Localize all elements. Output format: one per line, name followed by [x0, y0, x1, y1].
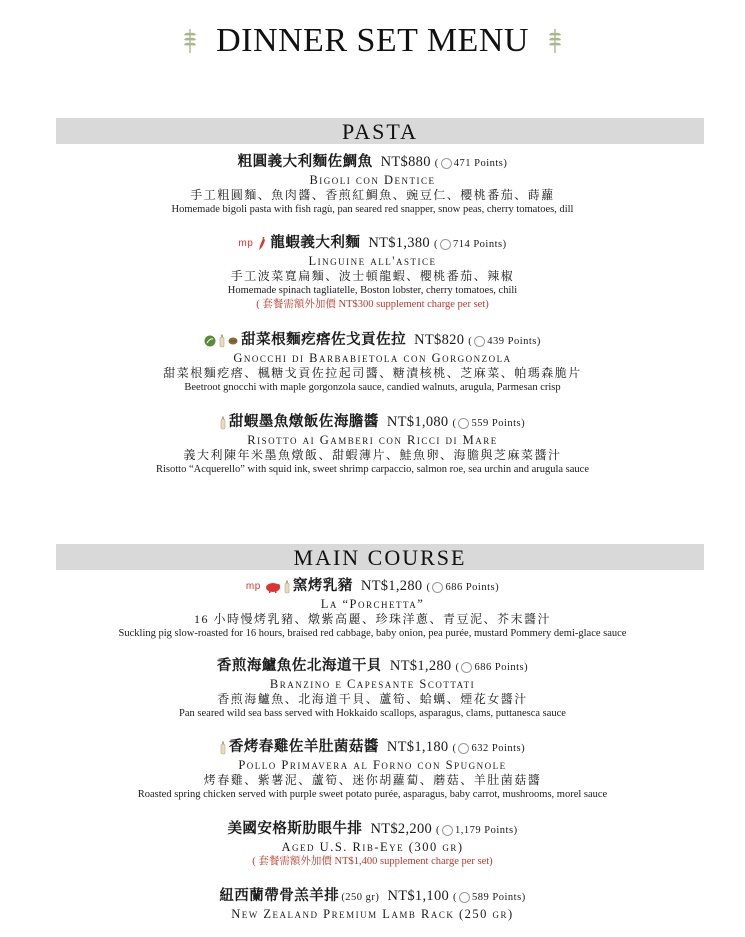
- menu-item: [30, 234, 715, 312]
- item-points: 686 Points: [474, 662, 525, 673]
- leaf-right-icon: [547, 27, 563, 55]
- points-icon: [474, 336, 485, 347]
- menu-item: [30, 820, 715, 869]
- vegetarian-leaf-icon: [204, 335, 216, 347]
- dairy-bottle-icon: [284, 580, 290, 594]
- item-name-en: Gnocchi di Barbabietola con Gorgonzola: [233, 351, 512, 365]
- item-name-zh: 窯烤乳豬: [292, 578, 353, 594]
- points-icon: [441, 158, 452, 169]
- menu-item: [30, 577, 715, 641]
- item-desc-zh: 烤春雞、紫薯泥、蘆筍、迷你胡蘿蔔、蘑菇、羊肚菌菇醬: [203, 773, 542, 787]
- points-icon: [440, 239, 451, 250]
- item-name-en: New Zealand Premium Lamb Rack (250 gr): [231, 907, 514, 921]
- item-heading: 粗圓義大利麵佐鯛魚 NT$880 ( 471 Points): [237, 154, 508, 170]
- supplement-note: ( 套餐需額外加價 NT$1,400 supplement charge per set): [252, 856, 493, 867]
- section-header-main-course: MAIN COURSE: [56, 544, 704, 570]
- item-name-zh: 甜蝦墨魚燉飯佐海膽醬: [228, 414, 379, 430]
- mp-badge: mp: [238, 237, 254, 249]
- dairy-bottle-icon: [219, 334, 225, 348]
- menu-item: [30, 887, 715, 922]
- item-price: NT$1,380: [368, 235, 430, 251]
- item-desc-en: Suckling pig slow-roasted for 16 hours, braised red cabbage, baby onion, pea purée, mustard Pommery demi-glace sauce: [118, 628, 627, 639]
- item-price: NT$2,200: [370, 821, 433, 837]
- points-icon: [432, 582, 443, 593]
- item-heading: 紐西蘭帶骨羔羊排 (250 gr) NT$1,100 ( 589 Points): [219, 888, 526, 904]
- item-name-zh: 粗圓義大利麵佐鯛魚: [237, 154, 373, 170]
- item-heading: mp 龍蝦義大利麵 NT$1,380 ( 714 Points): [238, 235, 507, 251]
- points-icon: [458, 743, 469, 754]
- item-points: 439 Points: [487, 336, 537, 347]
- item-desc-zh: 香煎海鱸魚、北海道干貝、蘆筍、蛤蠣、煙花女醬汁: [217, 692, 528, 706]
- item-desc-zh: 甜菜根麵疙瘩、楓糖戈貢佐拉起司醬、糖漬核桃、芝麻菜、帕瑪森脆片: [163, 366, 582, 380]
- leaf-left-icon: [182, 27, 198, 55]
- menu-item: [30, 738, 715, 802]
- item-points: 1,179 Points: [455, 825, 514, 836]
- nut-icon: [228, 336, 238, 346]
- menu-item: [30, 153, 715, 217]
- section-header-pasta: PASTA: [56, 118, 704, 144]
- menu-item: [30, 657, 715, 721]
- item-price: NT$1,080: [386, 414, 449, 430]
- item-name-en: Branzino e Capesante Scottati: [269, 677, 476, 691]
- item-price: NT$1,100: [387, 888, 450, 904]
- item-name-zh: 龍蝦義大利麵: [270, 235, 361, 251]
- item-desc-zh: 手工波菜寬扁麵、波士頓龍蝦、櫻桃番茄、辣椒: [230, 269, 515, 283]
- item-points: 589 Points: [472, 892, 522, 903]
- item-name-zh: 美國安格斯肋眼牛排: [227, 821, 363, 837]
- page-title: DINNER SET MENU: [216, 22, 529, 59]
- item-weight: (250 gr): [341, 892, 380, 903]
- item-heading: mp 窯烤乳豬 NT$1,280 ( 686 Points): [245, 578, 500, 594]
- item-name-en: Linguine all'astice: [308, 254, 437, 268]
- dairy-bottle-icon: [220, 416, 226, 430]
- points-icon: [459, 892, 470, 903]
- item-price: NT$1,180: [386, 739, 449, 755]
- points-icon: [458, 418, 469, 429]
- item-desc-en: Beetroot gnocchi with maple gorgonzola sauce, candied walnuts, arugula, Parmesan crisp: [184, 382, 561, 393]
- menu-item: [30, 331, 715, 395]
- item-name-zh: 香煎海鱸魚佐北海道干貝: [216, 658, 382, 674]
- item-heading: 甜菜根麵疙瘩佐戈貢佐拉 NT$820 ( 439 Points): [30, 331, 715, 351]
- item-price: NT$880: [380, 154, 431, 170]
- supplement-note: ( 套餐需額外加價 NT$300 supplement charge per set): [256, 299, 489, 310]
- item-name-zh: 香烤春雞佐羊肚菌菇醬: [228, 739, 379, 755]
- item-heading: 香煎海鱸魚佐北海道干貝 NT$1,280 ( 686 Points): [216, 658, 529, 674]
- item-points: 714 Points: [452, 239, 503, 250]
- item-desc-en: Pan seared wild sea bass served with Hokkaido scallops, asparagus, clams, puttanesca sauce: [179, 708, 566, 719]
- points-icon: [461, 662, 472, 673]
- points-icon: [442, 825, 453, 836]
- item-heading: 美國安格斯肋眼牛排 NT$2,200 ( 1,179 Points): [227, 821, 518, 837]
- item-price: NT$1,280: [389, 658, 452, 674]
- item-name-zh: 紐西蘭帶骨羔羊排: [219, 888, 340, 904]
- dairy-bottle-icon: [220, 741, 226, 755]
- item-desc-zh: 義大利陳年米墨魚燉飯、甜蝦薄片、鮭魚卵、海膽與芝麻菜醬汁: [183, 448, 562, 462]
- item-desc-zh: 手工粗圓麵、魚肉醬、香煎紅鯛魚、豌豆仁、櫻桃番茄、蒔蘿: [190, 188, 555, 202]
- item-name-en: La “Porchetta”: [320, 597, 425, 611]
- pork-icon: [265, 581, 281, 593]
- item-name-zh: 甜菜根麵疙瘩佐戈貢佐拉: [241, 332, 407, 348]
- item-price: NT$1,280: [360, 578, 423, 594]
- item-name-en: Pollo Primavera al Forno con Spugnole: [238, 758, 507, 772]
- menu-item: [30, 413, 715, 477]
- item-points: 559 Points: [471, 418, 522, 429]
- item-desc-zh: 16 小時慢烤乳豬、燉紫高麗、珍珠洋蔥、青豆泥、芥末醬汁: [193, 612, 551, 626]
- mp-badge: mp: [245, 580, 261, 592]
- chili-icon: [257, 237, 267, 251]
- menu-header: [0, 22, 745, 60]
- item-desc-en: Homemade spinach tagliatelle, Boston lobster, cherry tomatoes, chili: [227, 285, 518, 296]
- item-name-en: Aged U.S. Rib-Eye (300 gr): [281, 840, 464, 854]
- item-points: 632 Points: [471, 743, 522, 754]
- item-points: 686 Points: [445, 582, 496, 593]
- item-heading: 香烤春雞佐羊肚菌菇醬 NT$1,180 ( 632 Points): [30, 738, 715, 758]
- item-desc-en: Roasted spring chicken served with purple sweet potato purée, asparagus, baby carrot, mushrooms, morel sauce: [137, 789, 608, 800]
- item-heading: 甜蝦墨魚燉飯佐海膽醬 NT$1,080 ( 559 Points): [30, 413, 715, 433]
- item-price: NT$820: [414, 332, 465, 348]
- item-desc-en: Homemade bigoli pasta with fish ragù, pan seared red snapper, snow peas, cherry tomatoes, dill: [171, 204, 574, 215]
- item-name-en: Risotto ai Gamberi con Ricci di Mare: [247, 433, 498, 447]
- item-points: 471 Points: [453, 158, 504, 169]
- item-name-en: Bigoli con Dentice: [309, 173, 436, 187]
- item-desc-en: Risotto “Acquerello” with squid ink, sweet shrimp carpaccio, salmon roe, sea urchin and arugula sauce: [156, 464, 589, 475]
